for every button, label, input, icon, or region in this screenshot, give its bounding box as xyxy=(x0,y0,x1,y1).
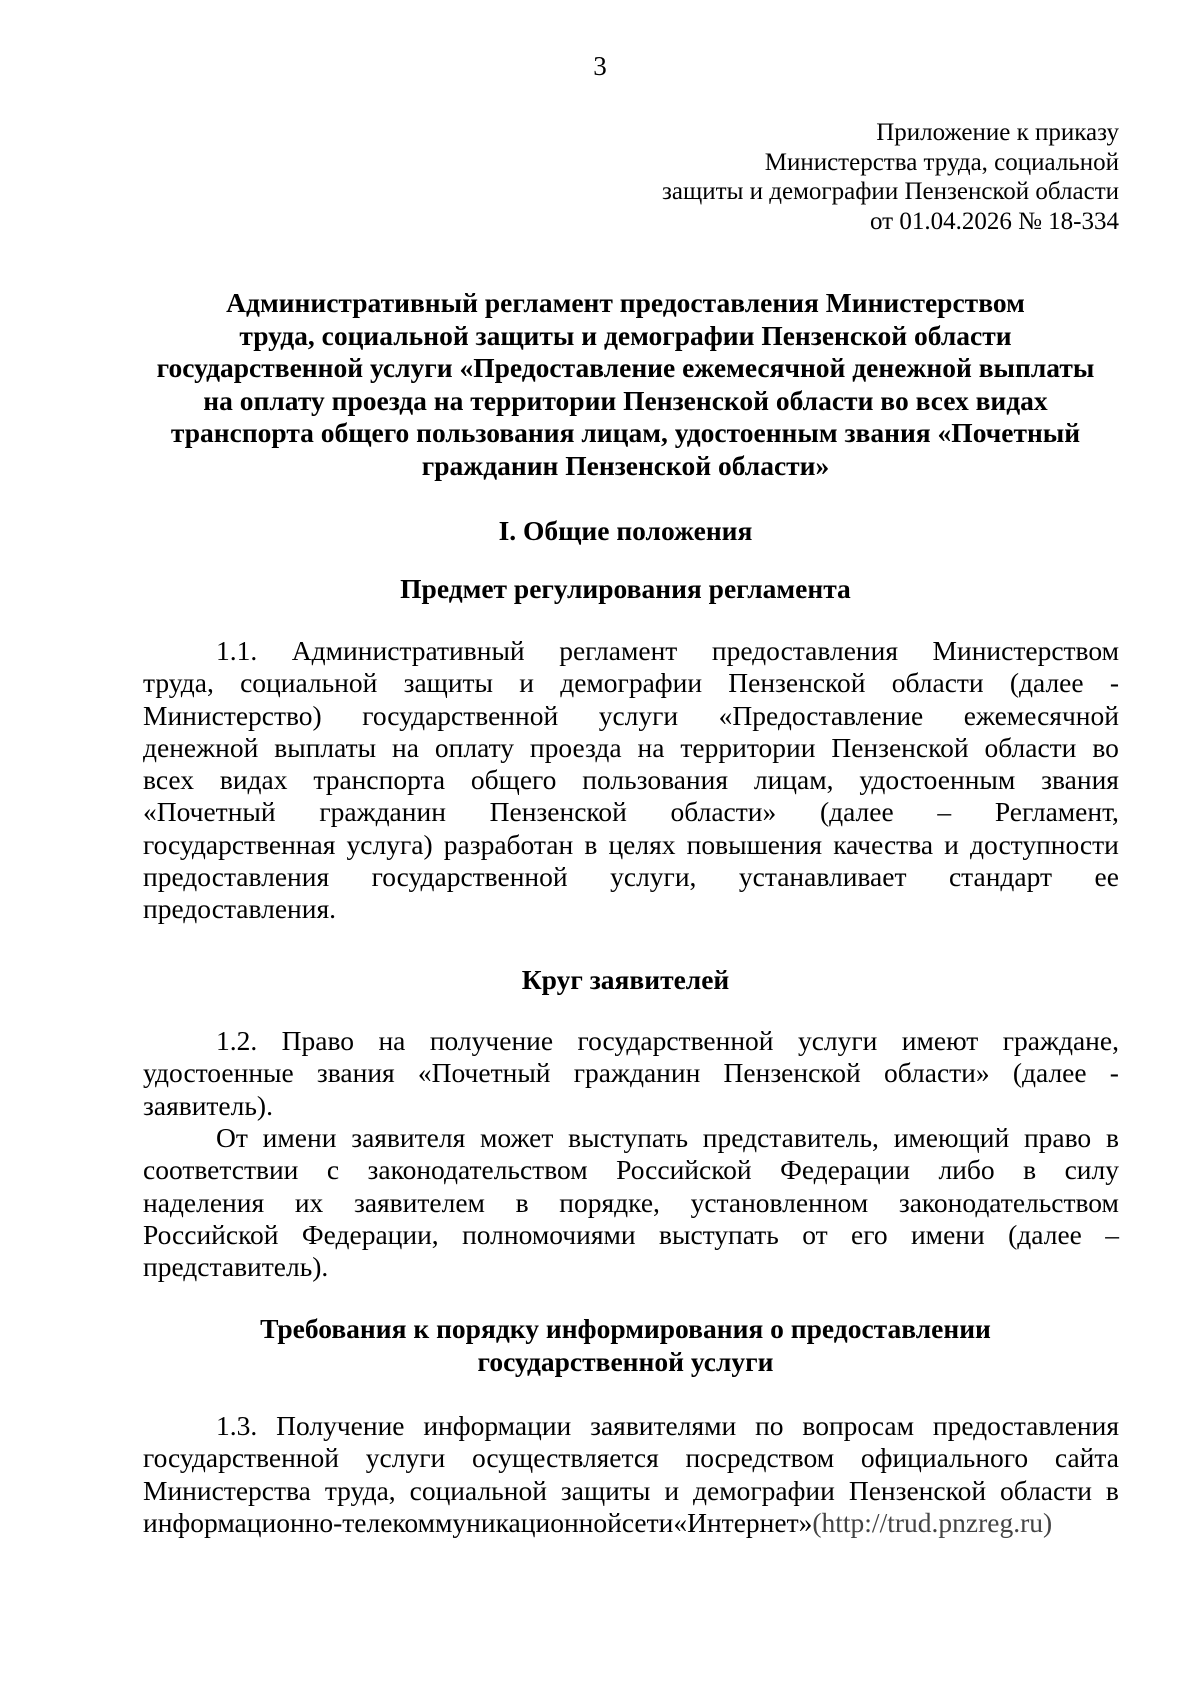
word: области» xyxy=(670,796,777,828)
word: Министерство) xyxy=(143,699,322,731)
word: видах xyxy=(219,764,288,796)
title-line: гражданин Пензенской области» xyxy=(421,449,830,481)
subheading-info-line: государственной услуги xyxy=(477,1345,774,1377)
word: государственной xyxy=(362,699,559,731)
word: Регламент, xyxy=(994,796,1119,828)
word: удостоенным xyxy=(859,764,1016,796)
paragraph-line xyxy=(143,893,1119,925)
word: заявителями xyxy=(590,1410,737,1441)
word: Пензенской xyxy=(848,1474,987,1506)
word: - xyxy=(1109,1057,1119,1089)
word: стандарт xyxy=(948,861,1053,893)
title-line: Административный регламент предоставления Министерством xyxy=(226,287,1025,318)
word: оплату xyxy=(434,731,514,763)
page-number: 3 xyxy=(593,51,607,81)
paragraph-line xyxy=(143,732,1119,764)
word: «Предоставление xyxy=(718,699,924,731)
word: получение xyxy=(429,1025,554,1056)
word: Министерства xyxy=(143,1474,311,1506)
word: имеют xyxy=(901,1025,979,1056)
word: услуга) xyxy=(346,828,433,860)
title-line: государственной услуги «Предоставление ежемесячной денежной выплаты xyxy=(156,352,1095,383)
word: предоставления. xyxy=(143,893,337,925)
paragraph-line xyxy=(143,1154,1119,1186)
word: граждане, xyxy=(1002,1025,1119,1056)
word: услуги xyxy=(598,699,679,731)
word: Пензенской xyxy=(723,1057,861,1089)
word: гражданин xyxy=(573,1057,701,1089)
word: 1.1. xyxy=(216,635,258,666)
paragraph-1-2 xyxy=(143,1025,1119,1122)
word: лицам, xyxy=(753,764,834,796)
word: удостоенные xyxy=(143,1057,294,1089)
subheading-applicants xyxy=(132,964,1119,997)
document-title xyxy=(132,287,1119,482)
word: соответствии xyxy=(143,1154,299,1186)
word: «Интернет» xyxy=(673,1506,813,1538)
word: от xyxy=(802,1218,828,1250)
word: регламент xyxy=(559,635,678,666)
subheading-subject xyxy=(132,573,1119,606)
word: «Почетный xyxy=(417,1057,551,1089)
word: может xyxy=(480,1122,554,1153)
word: законодательством xyxy=(367,1154,588,1186)
word: транспорта xyxy=(313,764,446,796)
word: всех xyxy=(143,764,194,796)
title-line: транспорта общего пользования лицам, удостоенным звания «Почетный xyxy=(170,417,1081,448)
word: на xyxy=(378,1025,406,1056)
word: 1.2. xyxy=(216,1025,258,1056)
word: «Почетный xyxy=(143,796,276,828)
word: качества xyxy=(833,828,934,860)
subheading-info-line: Требования к порядку информирования о предоставлении xyxy=(260,1313,991,1344)
word: Пензенской xyxy=(728,667,866,699)
word: Право xyxy=(281,1025,355,1056)
subheading-applicants-text: Круг заявителей xyxy=(521,964,730,995)
word: сайта xyxy=(1054,1442,1119,1474)
paragraph-line xyxy=(143,1090,1119,1122)
word: в xyxy=(584,828,598,860)
word: – xyxy=(1105,1218,1119,1250)
word: посредством xyxy=(685,1442,835,1474)
word: области xyxy=(984,731,1077,763)
paragraph-line xyxy=(143,1025,1119,1057)
word: ее xyxy=(1094,861,1119,893)
word: государственной xyxy=(577,1025,774,1056)
word: (далее xyxy=(819,796,894,828)
word: Пензенской xyxy=(831,731,969,763)
word: денежной xyxy=(143,731,259,763)
paragraph-line xyxy=(143,1251,1119,1283)
word: имени xyxy=(910,1218,985,1250)
word: заявитель). xyxy=(143,1089,273,1121)
word: области xyxy=(1000,1474,1092,1506)
word: Министерством xyxy=(932,635,1119,666)
paragraph-line xyxy=(143,1442,1119,1474)
word: труда, xyxy=(143,667,214,699)
paragraph-line xyxy=(143,1057,1119,1089)
word: От xyxy=(216,1122,248,1153)
paragraph-line xyxy=(143,1507,1119,1539)
paragraph-line xyxy=(143,861,1119,893)
word: информации xyxy=(423,1410,572,1441)
word: силу xyxy=(1064,1154,1119,1186)
word: - xyxy=(1109,667,1119,699)
word: его xyxy=(851,1218,888,1250)
word: гражданин xyxy=(319,796,446,828)
word: государственная xyxy=(143,828,336,860)
word: и xyxy=(664,1474,680,1506)
appendix-block xyxy=(600,118,1119,236)
word: в xyxy=(515,1186,529,1218)
word: Российской xyxy=(143,1218,279,1250)
word: Административный xyxy=(291,635,525,666)
word: сети xyxy=(621,1506,674,1538)
word: осуществляется xyxy=(472,1442,659,1474)
word: услуги xyxy=(365,1442,446,1474)
word: Пензенской xyxy=(489,796,627,828)
paragraph-line xyxy=(143,764,1119,796)
word: (далее xyxy=(1009,667,1084,699)
word: на xyxy=(392,731,419,763)
section-heading xyxy=(132,515,1119,548)
word: представитель). xyxy=(143,1251,329,1283)
word: полномочиями xyxy=(462,1218,636,1250)
word: услуги, xyxy=(610,861,697,893)
word: звания xyxy=(316,1057,395,1089)
word: социальной xyxy=(240,667,378,699)
word: государственной xyxy=(143,1442,339,1474)
word: услуги xyxy=(797,1025,878,1056)
appendix-line: Министерства труда, социальной xyxy=(764,148,1119,176)
word: защиты xyxy=(560,1474,651,1506)
word: представитель, xyxy=(702,1122,879,1153)
word: имени xyxy=(262,1122,337,1153)
word: официального xyxy=(860,1442,1029,1474)
paragraph-1-1 xyxy=(143,635,1119,926)
word: наделения xyxy=(143,1186,265,1218)
word: пользования xyxy=(582,764,728,796)
word: Федерации, xyxy=(301,1218,439,1250)
word: общего xyxy=(470,764,557,796)
word: по xyxy=(755,1410,784,1441)
word: в xyxy=(1023,1154,1037,1186)
paragraph-representative xyxy=(143,1122,1119,1283)
word: Российской xyxy=(616,1154,752,1186)
word: территории xyxy=(680,731,816,763)
paragraph-line xyxy=(143,700,1119,732)
paragraph-line xyxy=(143,635,1119,667)
word: (далее xyxy=(1008,1218,1082,1250)
word: на xyxy=(637,731,665,763)
word: звания xyxy=(1041,764,1119,796)
word: государственной xyxy=(371,861,568,893)
paragraph-line xyxy=(143,796,1119,828)
word: законодательством xyxy=(898,1186,1119,1218)
word: и xyxy=(944,828,959,860)
paragraph-line xyxy=(143,829,1119,861)
word: – xyxy=(937,796,952,828)
paragraph-line xyxy=(143,667,1119,699)
word: вопросам xyxy=(802,1410,915,1441)
appendix-line: Приложение к приказу xyxy=(876,119,1119,146)
word: доступности xyxy=(970,828,1119,860)
word: выплаты xyxy=(274,731,377,763)
word: Получение xyxy=(276,1410,405,1441)
word: труда, xyxy=(324,1474,396,1506)
paragraph-line xyxy=(143,1122,1119,1154)
word: (http://trud.pnzreg.ru) xyxy=(812,1506,1053,1538)
paragraph-line xyxy=(143,1187,1119,1219)
word: право xyxy=(1023,1122,1092,1153)
appendix-line: защиты и демографии Пензенской области xyxy=(662,178,1119,205)
word: социальной xyxy=(409,1474,547,1506)
title-line: труда, социальной защиты и демографии Пензенской области xyxy=(239,319,1012,351)
word: целях xyxy=(608,828,676,860)
word: предоставления xyxy=(711,635,898,666)
word: выступать xyxy=(658,1218,779,1250)
word: демографии xyxy=(693,1474,835,1506)
word: области xyxy=(891,667,984,699)
paragraph-line xyxy=(143,1219,1119,1251)
word: установленном xyxy=(690,1186,869,1218)
word: Федерации xyxy=(780,1154,910,1186)
subheading-subject-text: Предмет регулирования регламента xyxy=(400,573,851,604)
word: 1.3. xyxy=(216,1410,258,1441)
word: защиты xyxy=(403,667,494,699)
paragraph-1-3 xyxy=(143,1410,1119,1539)
word: области» xyxy=(883,1057,990,1089)
word: разработан xyxy=(443,828,574,860)
word: устанавливает xyxy=(738,861,907,893)
subheading-info xyxy=(132,1313,1119,1378)
word: предоставления xyxy=(932,1410,1119,1441)
paragraph-line xyxy=(143,1475,1119,1507)
title-line: на оплату проезда на территории Пензенской области во всех видах xyxy=(203,384,1048,416)
word: либо xyxy=(938,1154,995,1186)
paragraph-line xyxy=(143,1410,1119,1442)
word: заявителем xyxy=(353,1186,485,1218)
word: в xyxy=(1105,1122,1119,1153)
word: предоставления xyxy=(143,861,330,893)
section-heading-text: I. Общие положения xyxy=(498,515,753,546)
word: в xyxy=(1105,1474,1119,1506)
word: демографии xyxy=(560,667,703,699)
word: с xyxy=(326,1154,340,1186)
word: порядке, xyxy=(559,1186,660,1218)
appendix-line: от 01.04.2026 № 18-334 xyxy=(869,207,1119,235)
word: их xyxy=(294,1186,324,1218)
word: выступать xyxy=(568,1122,688,1153)
word: проезда xyxy=(529,731,622,763)
word: во xyxy=(1092,731,1119,763)
word: (далее xyxy=(1012,1057,1087,1089)
word: ежемесячной xyxy=(963,699,1119,731)
word: информационно-телекоммуникационной xyxy=(143,1506,622,1538)
word: и xyxy=(519,667,534,699)
word: имеющий xyxy=(893,1122,1010,1153)
word: повышения xyxy=(686,828,823,860)
word: заявителя xyxy=(351,1122,466,1153)
